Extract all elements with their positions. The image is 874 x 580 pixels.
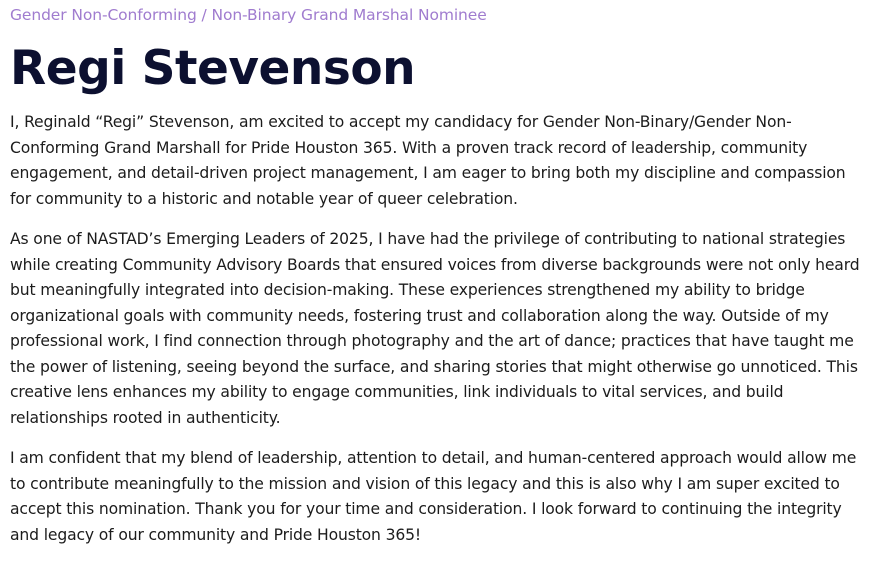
nominee-profile bbox=[10, 0, 864, 548]
nominee-bio bbox=[10, 110, 864, 548]
bio-paragraph: I, Reginald “Regi” Stevenson, am excited to accept my candidacy for Gender Non-Binary/Gender Non-Conforming Grand Marshall for Pride Houston 365. With a proven track record of leadership, community engagement, and detail-driven project management, I am eager to bring both my discipline and compassion for community to a historic and notable year of queer celebration. bbox=[10, 113, 846, 208]
nominee-category: Gender Non-Conforming / Non-Binary Grand Marshal Nominee bbox=[10, 6, 487, 24]
nominee-name: Regi Stevenson bbox=[10, 41, 416, 96]
bio-paragraph: As one of NASTAD’s Emerging Leaders of 2025, I have had the privilege of contributing to national strategies while creating Community Advisory Boards that ensured voices from diverse backgrounds were not only heard but meaningfully integrated into decision-making. These experiences strengthened my ability to bridge organizational goals with community needs, fostering trust and collaboration along the way. Outside of my professional work, I find connection through photography and the art of dance; practices that have taught me the power of listening, seeing beyond the surface, and sharing stories that might otherwise go unnoticed. This creative lens enhances my ability to engage communities, link individuals to vital services, and build relationships rooted in authenticity. bbox=[10, 230, 860, 427]
bio-paragraph: I am confident that my blend of leadership, attention to detail, and human-centered approach would allow me to contribute meaningfully to the mission and vision of this legacy and this is also why I am super excited to accept this nomination. Thank you for your time and consideration. I look forward to continuing the integrity and legacy of our community and Pride Houston 365! bbox=[10, 449, 857, 544]
